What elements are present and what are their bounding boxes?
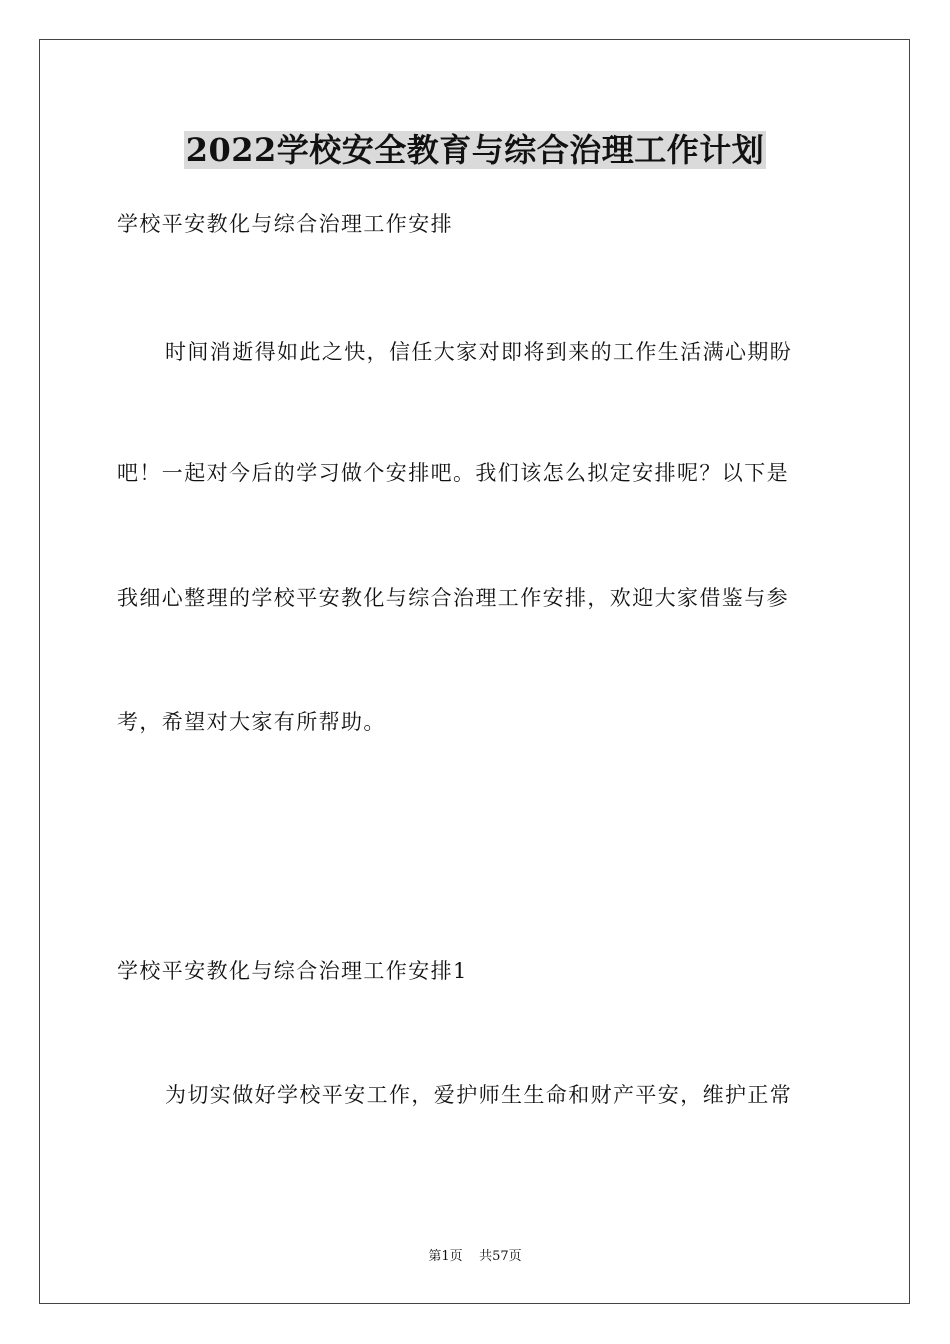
page-number-footer: 第1页 共57页 xyxy=(428,1249,522,1264)
document-subtitle: 学校平安教化与综合治理工作安排 xyxy=(117,212,453,236)
document-title xyxy=(0,128,950,172)
intro-paragraph-line: 我细心整理的学校平安教化与综合治理工作安排，欢迎大家借鉴与参 xyxy=(117,586,789,610)
section-paragraph-line: 为切实做好学校平安工作，爱护师生生命和财产平安，维护正常 xyxy=(165,1083,793,1107)
intro-paragraph-line: 时间消逝得如此之快，信任大家对即将到来的工作生活满心期盼 xyxy=(165,340,793,364)
intro-paragraph-line: 考，希望对大家有所帮助。 xyxy=(117,710,386,734)
section-heading: 学校平安教化与综合治理工作安排1 xyxy=(117,959,468,983)
intro-paragraph-line: 吧！一起对今后的学习做个安排吧。我们该怎么拟定安排呢？以下是 xyxy=(117,461,789,485)
document-title-text: 2022学校安全教育与综合治理工作计划 xyxy=(185,131,765,169)
